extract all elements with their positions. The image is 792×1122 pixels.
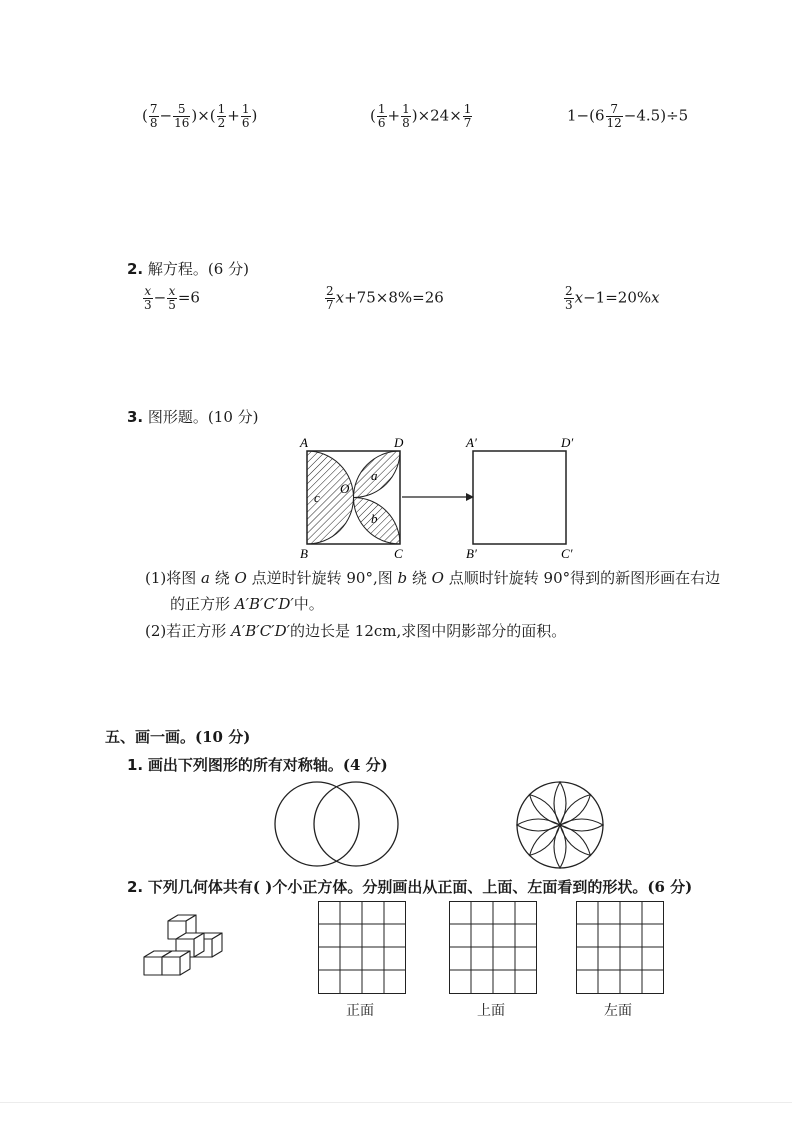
question-3-part-2: (2)若正方形 A′B′C′D′的边长是 12cm,求图中阴影部分的面积。 <box>145 622 567 640</box>
label-o-center: O <box>340 481 350 496</box>
fraction: $\frac{1}{8}$ <box>402 102 410 130</box>
label-region-c: c <box>314 490 320 505</box>
equation-1: $\frac{x}{3}$ − $\frac{x}{5}$ =6 <box>144 284 200 312</box>
petal <box>554 782 566 825</box>
fraction: $\frac{2}{3}$ <box>565 284 573 312</box>
fraction: $\frac{2}{7}$ <box>326 284 334 312</box>
flower-circle-figure <box>515 780 605 870</box>
grid-label-top: 上面 <box>477 1003 505 1019</box>
grid-lines <box>576 901 664 994</box>
fraction: $\frac{7}{12}$ <box>606 102 622 130</box>
label-region-a: a <box>371 468 378 483</box>
label-a2-vertex: A′ <box>466 435 477 450</box>
petal <box>556 790 595 829</box>
fraction: $\frac{1}{2}$ <box>217 102 226 130</box>
overlapping-circles-figure <box>272 780 402 870</box>
label-c2-vertex: C′ <box>561 546 573 560</box>
label-a-vertex: A <box>300 435 308 450</box>
section-5-question-1: 1. 画出下列图形的所有对称轴。(4 分) <box>127 756 388 774</box>
petal <box>560 819 603 831</box>
fraction: $\frac{x}{5}$ <box>168 284 176 312</box>
circle-right <box>314 782 398 866</box>
petal <box>525 790 564 829</box>
cube <box>162 951 190 975</box>
label-region-b: b <box>371 511 378 526</box>
grid-top-view[interactable] <box>449 901 537 994</box>
fraction: $\frac{5}{16}$ <box>174 102 190 130</box>
question-3-part-1: (1)将图 a 绕 O 点逆时针旋转 90°,图 b 绕 O 点顺时针旋转 90°得到的新图形画在右边 <box>145 569 721 587</box>
grid-label-left: 左面 <box>604 1003 632 1019</box>
fraction: $\frac{x}{3}$ <box>144 284 152 312</box>
petal <box>554 825 566 868</box>
petal <box>517 819 560 831</box>
question-3-heading: 3. 图形题。(10 分) <box>127 408 259 426</box>
expression-3: 1−(6 $\frac{7}{12}$ −4.5)÷5 <box>567 102 689 130</box>
grid-left-view[interactable] <box>576 901 664 994</box>
grid-front-view[interactable] <box>318 901 406 994</box>
grid-lines <box>449 901 537 994</box>
fraction: $\frac{1}{6}$ <box>377 102 386 130</box>
grid-label-front: 正面 <box>346 1003 374 1019</box>
section-5-heading: 五、画一画。(10 分) <box>105 728 251 746</box>
section-5-question-2: 2. 下列几何体共有( )个小正方体。分别画出从正面、上面、左面看到的形状。(6 分) <box>127 878 693 896</box>
fraction: $\frac{7}{8}$ <box>149 102 158 130</box>
label-b2-vertex: B′ <box>466 546 477 560</box>
square-a2b2c2d2 <box>473 451 566 544</box>
fraction: $\frac{1}{7}$ <box>463 102 472 130</box>
expression-1: ( $\frac{7}{8}$ − $\frac{5}{16}$ )×( $\frac{1}{2}$ + $\frac{1}{6}$ ) <box>142 102 258 130</box>
cube-stack-figure <box>136 905 228 990</box>
question-3-part-1-line-2: 的正方形 A′B′C′D′中。 <box>170 595 324 613</box>
fraction: $\frac{1}{6}$ <box>241 102 250 130</box>
label-c-vertex: C <box>394 546 403 560</box>
question-2-heading: 2. 解方程。(6 分) <box>127 260 249 278</box>
grid-lines <box>318 901 406 994</box>
expression-2: ( $\frac{1}{6}$ + $\frac{1}{8}$ )×24× $\frac{1}{7}$ <box>370 102 472 130</box>
rotation-figure <box>290 430 610 560</box>
petal <box>525 821 564 860</box>
label-d2-vertex: D′ <box>561 435 574 450</box>
flower-petals <box>517 782 603 868</box>
label-d-vertex: D <box>394 435 404 450</box>
equation-3: $\frac{2}{3}$ x−1=20%x <box>565 284 660 312</box>
equation-2: $\frac{2}{7}$ x+75×8%=26 <box>326 284 444 312</box>
label-b-vertex: B <box>300 546 308 560</box>
petal <box>556 821 595 860</box>
circle-left <box>275 782 359 866</box>
page-bottom-divider <box>0 1102 792 1103</box>
